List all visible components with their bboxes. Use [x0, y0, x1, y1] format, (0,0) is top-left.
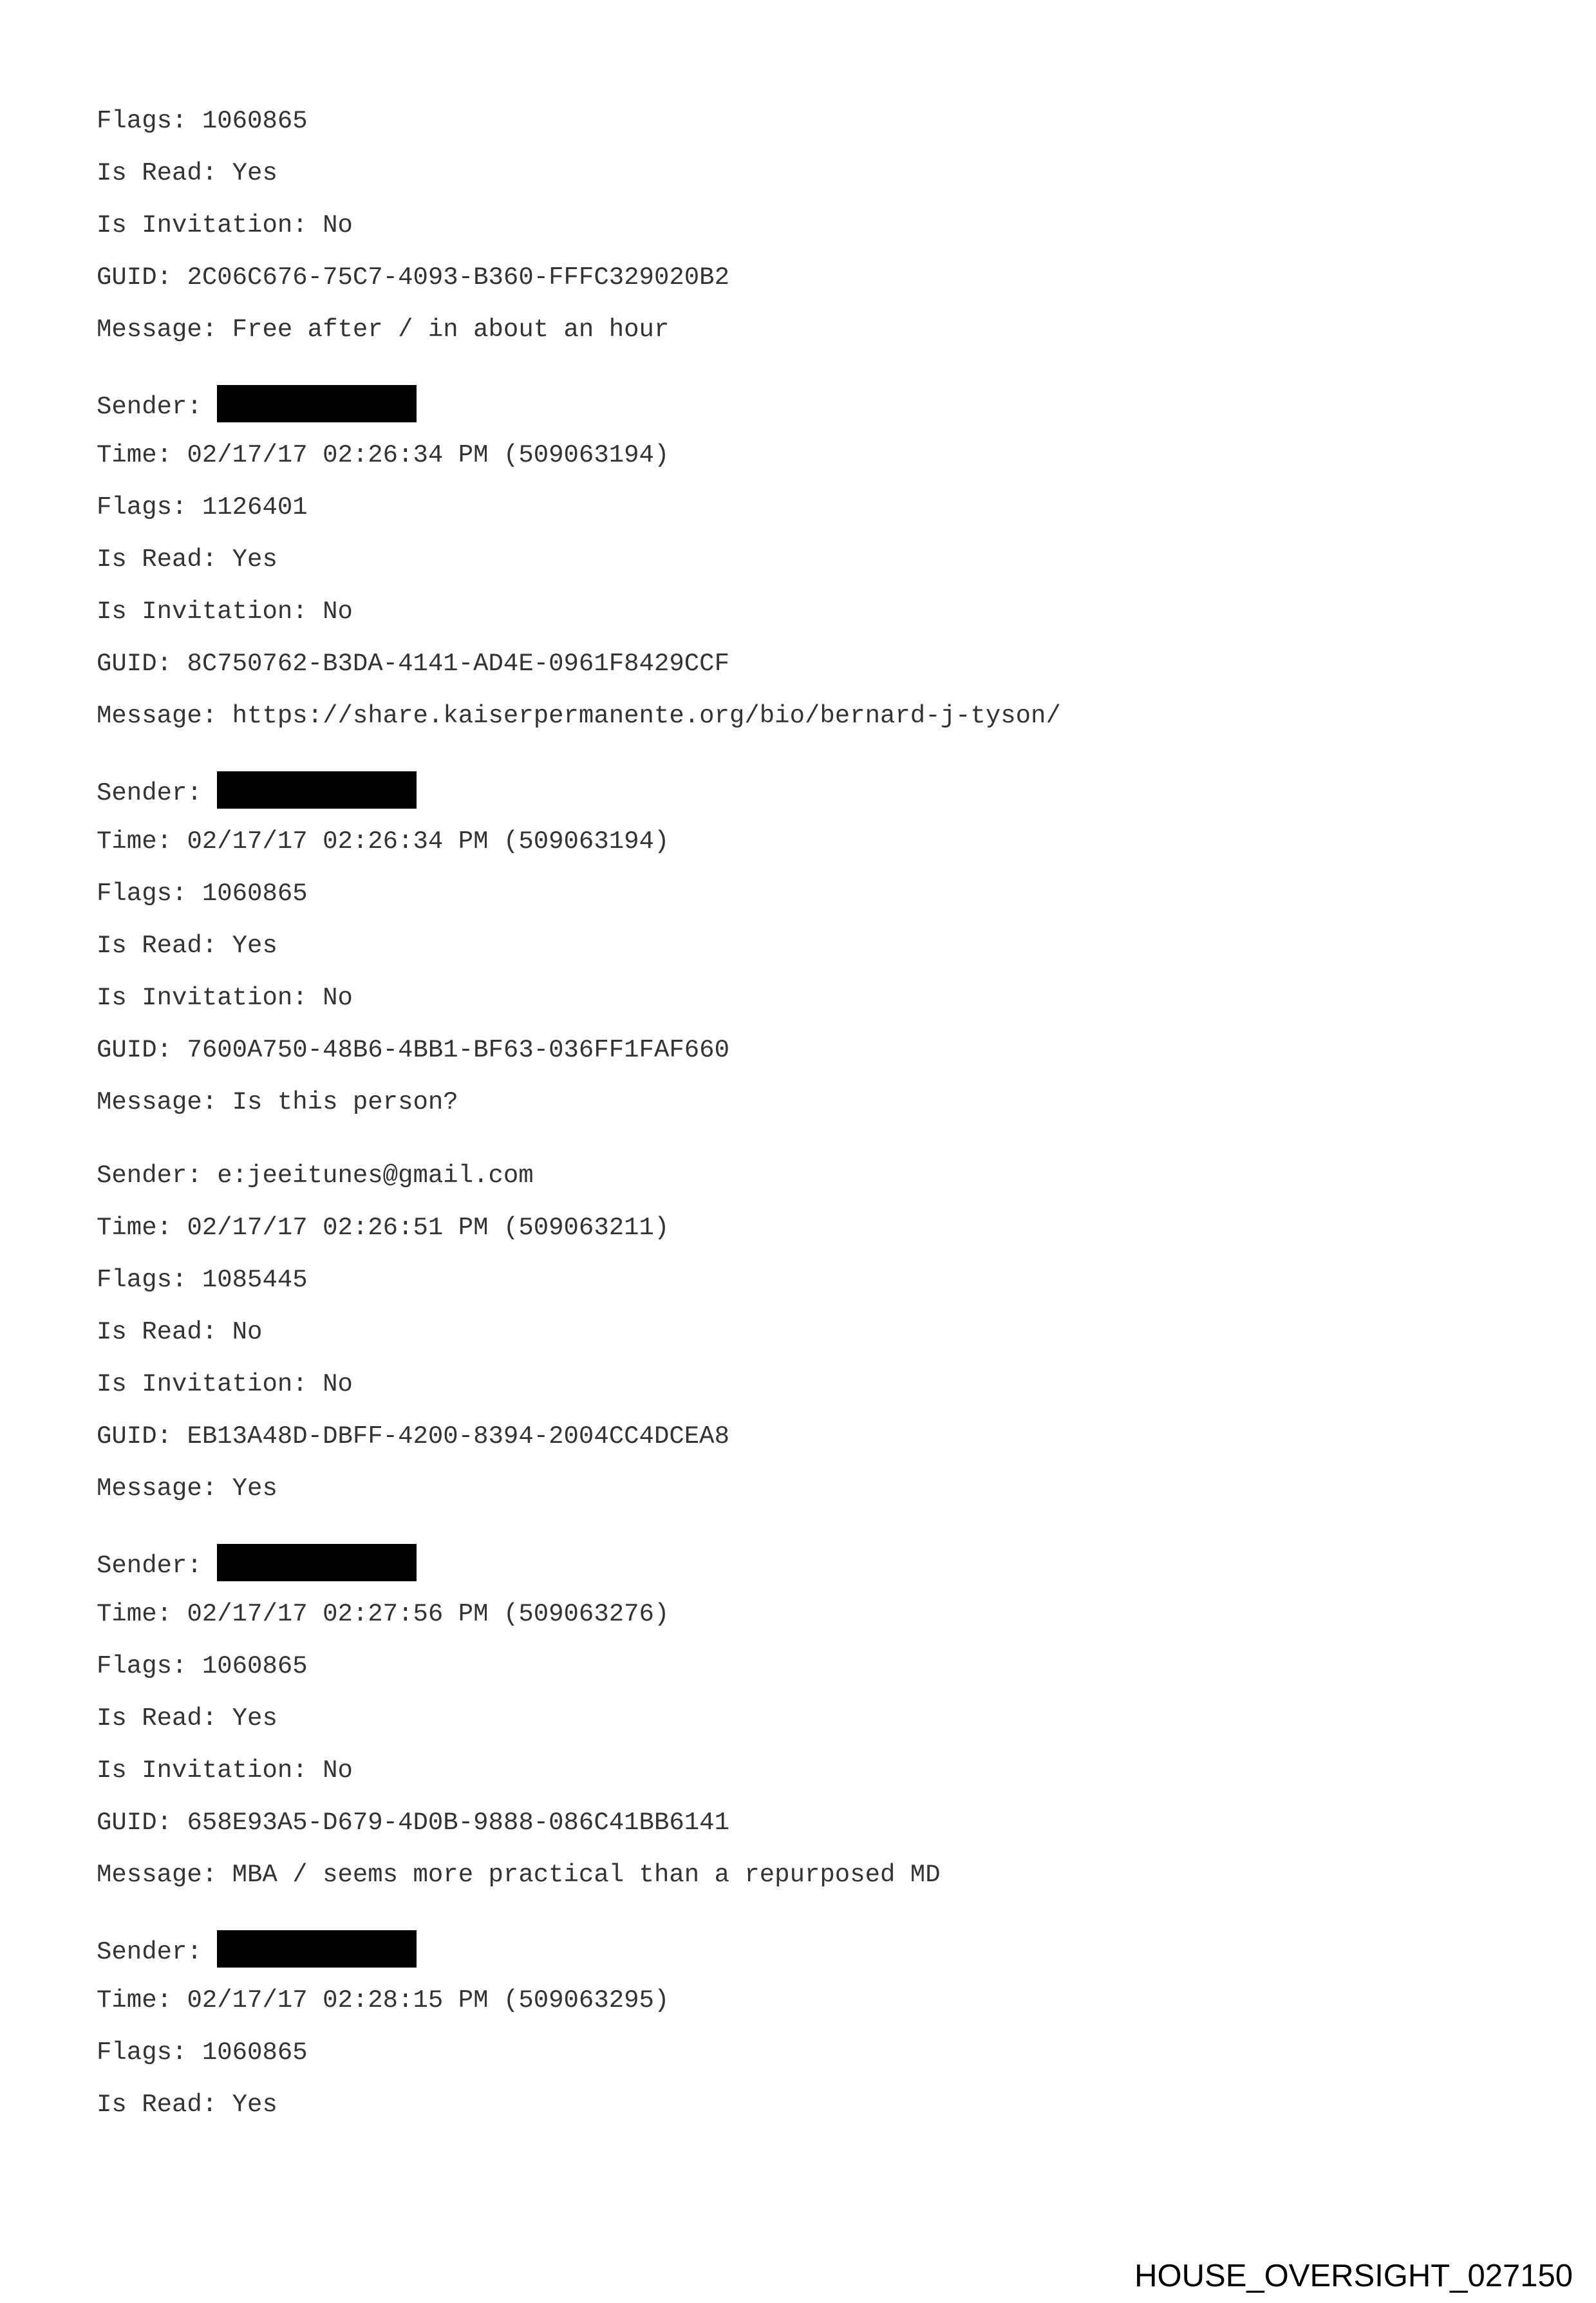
field-value: 1085445 [202, 1266, 308, 1294]
field-value: Yes [232, 1704, 277, 1733]
field-label: Is Invitation: [97, 984, 308, 1012]
sender-line [97, 771, 1513, 823]
flags-line [97, 876, 1513, 928]
field-label: Message: [97, 315, 218, 344]
field-value: 7600A750-48B6-4BB1-BF63-036FF1FAF660 [187, 1036, 729, 1064]
sender-line [97, 385, 1513, 437]
field-value: No [323, 1370, 353, 1398]
guid-line [97, 646, 1513, 698]
field-label: Sender: [97, 1552, 202, 1580]
field-value: 02/17/17 02:26:34 PM (509063194) [187, 441, 670, 469]
is-invitation-line [97, 1753, 1513, 1805]
field-value: 02/17/17 02:26:34 PM (509063194) [187, 827, 670, 856]
time-line [97, 1982, 1513, 2035]
message-record [97, 103, 1513, 364]
field-value: No [323, 984, 353, 1012]
field-label: Is Invitation: [97, 1756, 308, 1785]
sender-line [97, 1930, 1513, 1982]
time-line [97, 437, 1513, 489]
guid-line [97, 1805, 1513, 1857]
sender-address: e:jeeitunes@gmail.com [217, 1161, 534, 1190]
field-value: Yes [232, 932, 277, 960]
is-invitation-line [97, 980, 1513, 1032]
field-label: Flags: [97, 2038, 187, 2067]
flags-line [97, 1262, 1513, 1314]
is-read-line [97, 1314, 1513, 1366]
field-value: No [323, 597, 353, 626]
field-value: 1060865 [202, 107, 308, 135]
field-label: Is Invitation: [97, 211, 308, 240]
redaction-box [217, 1930, 417, 1968]
time-line [97, 1596, 1513, 1648]
sender-line [97, 1544, 1513, 1596]
field-value: Yes [232, 2091, 277, 2119]
field-label: Is Read: [97, 1318, 218, 1346]
field-value: Is this person? [232, 1088, 458, 1116]
field-value: No [232, 1318, 263, 1346]
field-label: Message: [97, 1474, 218, 1503]
field-value: Yes [232, 1474, 277, 1503]
field-label: Time: [97, 827, 173, 856]
bates-number: HOUSE_OVERSIGHT_027150 [1134, 2259, 1573, 2293]
field-value: 1060865 [202, 879, 308, 908]
field-value: 8C750762-B3DA-4141-AD4E-0961F8429CCF [187, 650, 729, 678]
message-line [97, 1857, 1513, 1909]
field-label: GUID: [97, 263, 173, 292]
is-read-line [97, 2087, 1513, 2139]
field-value: Yes [232, 545, 277, 574]
field-label: Message: [97, 1088, 218, 1116]
field-label: Flags: [97, 879, 187, 908]
message-line [97, 1084, 1513, 1136]
field-label: Is Read: [97, 159, 218, 187]
field-label: Time: [97, 1214, 173, 1242]
field-value: No [323, 1756, 353, 1785]
field-label: Is Read: [97, 2091, 218, 2119]
field-value: 1126401 [202, 493, 308, 522]
is-invitation-line [97, 1366, 1513, 1418]
field-label: Message: [97, 702, 218, 730]
message-record [97, 1930, 1513, 2139]
redaction-box [217, 1544, 417, 1581]
field-label: GUID: [97, 650, 173, 678]
redaction-box [217, 385, 417, 422]
field-label: Is Read: [97, 545, 218, 574]
field-label: Time: [97, 1600, 173, 1628]
field-label: Message: [97, 1861, 218, 1889]
field-label: Is Invitation: [97, 1370, 308, 1398]
guid-line [97, 1418, 1513, 1471]
time-line [97, 823, 1513, 876]
time-line [97, 1210, 1513, 1262]
field-value: https://share.kaiserpermanente.org/bio/bernard-j-tyson/ [232, 702, 1061, 730]
guid-line [97, 259, 1513, 312]
field-value: 658E93A5-D679-4D0B-9888-086C41BB6141 [187, 1809, 729, 1837]
message-record [97, 771, 1513, 1136]
flags-line [97, 2035, 1513, 2087]
field-label: Time: [97, 441, 173, 469]
field-label: GUID: [97, 1036, 173, 1064]
redaction-box [217, 771, 417, 809]
field-label: Time: [97, 1986, 173, 2015]
field-value: EB13A48D-DBFF-4200-8394-2004CC4DCEA8 [187, 1422, 729, 1451]
flags-line [97, 489, 1513, 541]
field-value: 02/17/17 02:28:15 PM (509063295) [187, 1986, 670, 2015]
field-value: 1060865 [202, 1652, 308, 1680]
field-value: Free after / in about an hour [232, 315, 670, 344]
is-invitation-line [97, 207, 1513, 259]
field-label: Is Read: [97, 932, 218, 960]
field-label: Sender: [97, 393, 202, 421]
flags-line [97, 1648, 1513, 1700]
field-value: 02/17/17 02:26:51 PM (509063211) [187, 1214, 670, 1242]
field-label: GUID: [97, 1809, 173, 1837]
is-invitation-line [97, 594, 1513, 646]
field-label: Sender: [97, 779, 202, 807]
message-line [97, 698, 1513, 750]
message-log [97, 103, 1513, 2139]
field-value: 1060865 [202, 2038, 308, 2067]
field-label: Flags: [97, 493, 187, 522]
is-read-line [97, 155, 1513, 207]
message-line [97, 1471, 1513, 1523]
is-read-line [97, 928, 1513, 980]
field-label: Flags: [97, 107, 187, 135]
is-read-line [97, 1700, 1513, 1753]
field-value: 2C06C676-75C7-4093-B360-FFFC329020B2 [187, 263, 729, 292]
field-label: Is Read: [97, 1704, 218, 1733]
sender-line [97, 1158, 1513, 1210]
field-value: MBA / seems more practical than a repurposed MD [232, 1861, 941, 1889]
field-label: Sender: [97, 1161, 202, 1190]
message-record [97, 385, 1513, 750]
field-value: 02/17/17 02:27:56 PM (509063276) [187, 1600, 670, 1628]
is-read-line [97, 541, 1513, 594]
field-label: Sender: [97, 1938, 202, 1966]
flags-line [97, 103, 1513, 155]
message-record [97, 1158, 1513, 1523]
field-label: GUID: [97, 1422, 173, 1451]
message-line [97, 312, 1513, 364]
guid-line [97, 1032, 1513, 1084]
field-label: Is Invitation: [97, 597, 308, 626]
field-value: No [323, 211, 353, 240]
message-record [97, 1544, 1513, 1909]
field-label: Flags: [97, 1266, 187, 1294]
field-label: Flags: [97, 1652, 187, 1680]
field-value: Yes [232, 159, 277, 187]
